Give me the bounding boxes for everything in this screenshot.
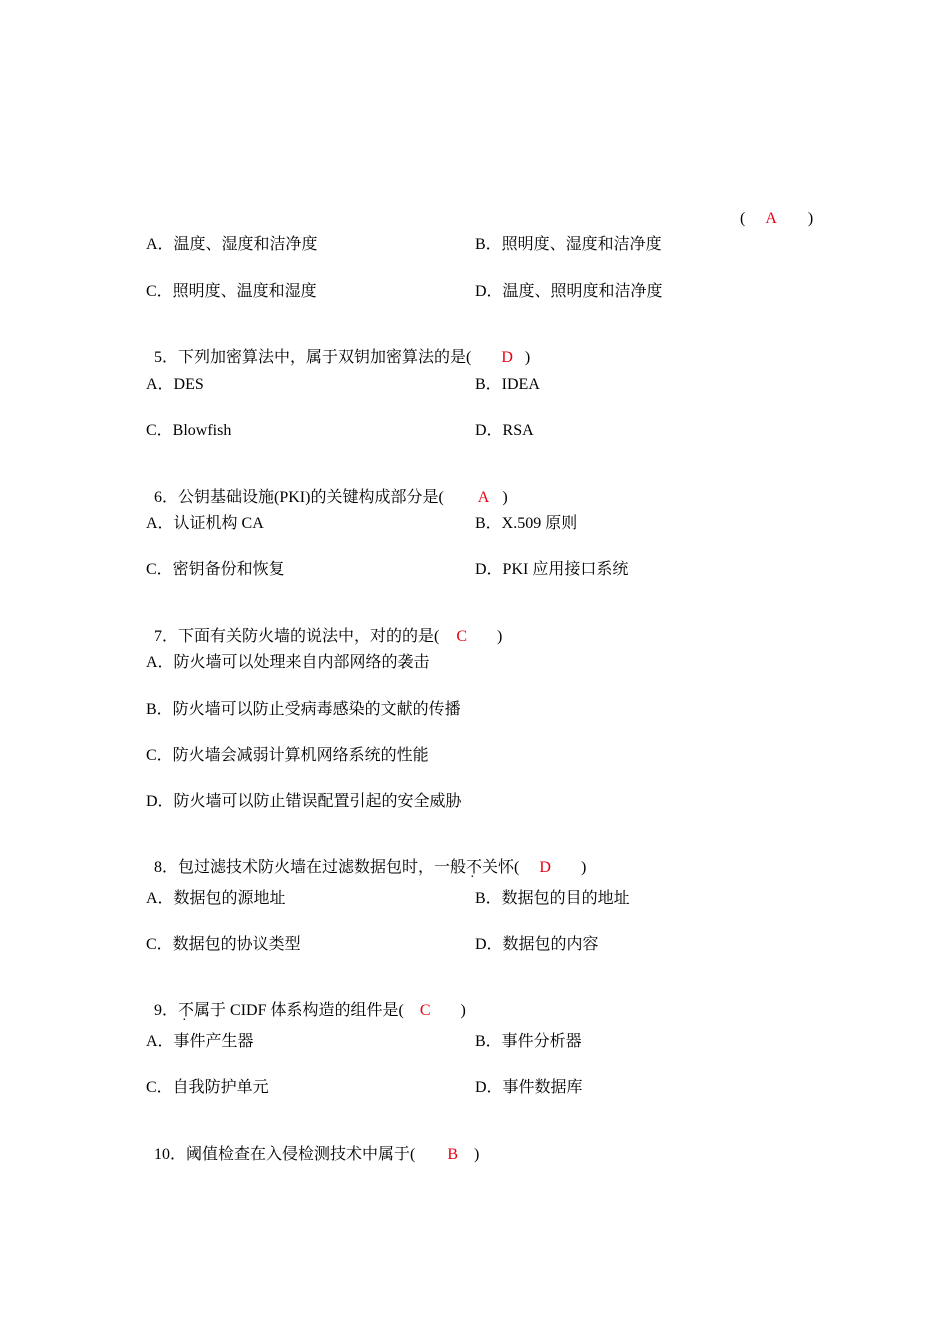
q5-option-d: D．RSA	[475, 422, 534, 439]
q8-close: )	[580, 859, 587, 876]
q9-question	[146, 981, 466, 1021]
q7-option-c: C．防火墙会减弱计算机网络系统的性能	[146, 747, 429, 764]
q5-option-b: B．IDEA	[475, 376, 540, 393]
q5-option-a: A．DES	[146, 376, 204, 393]
q10-question	[146, 1125, 479, 1165]
q6-stem: 6．公钥基础设施(PKI)的关键构成部分是(	[154, 489, 444, 506]
q9-option-b: B．事件分析器	[475, 1033, 582, 1050]
q8-stem-pre: 8．包过滤技术防火墙在过滤数据包时，一般	[154, 859, 467, 876]
q6-option-b: B．X.509 原则	[475, 515, 578, 532]
q8-option-c: C．数据包的协议类型	[146, 936, 301, 953]
q9-option-c: C．自我防护单元	[146, 1079, 269, 1096]
q5-close: )	[524, 349, 531, 366]
q5-option-c: C．Blowfish	[146, 422, 232, 439]
q4-close: )	[807, 210, 814, 227]
q9-stem-pre: 9．	[154, 1002, 179, 1019]
q4-option-a: A．温度、湿度和洁净度	[146, 236, 318, 253]
q8-option-d: D．数据包的内容	[475, 936, 599, 953]
q4-answer-bracket	[732, 189, 813, 229]
q8-option-a: A．数据包的源地址	[146, 890, 286, 907]
q7-option-a: A．防火墙可以处理来自内部网络的袭击	[146, 654, 430, 671]
q7-stem: 7．下面有关防火墙的说法中，对的的是(	[154, 628, 440, 645]
q5-question	[146, 328, 530, 368]
q10-close: )	[474, 1146, 480, 1163]
q6-option-c: C．密钥备份和恢复	[146, 561, 285, 578]
q9-option-a: A．事件产生器	[146, 1033, 254, 1050]
q6-answer: A	[477, 489, 490, 506]
q4-answer: A	[765, 210, 777, 227]
q6-option-d: D．PKI 应用接口系统	[475, 561, 629, 578]
q7-question	[146, 607, 502, 647]
q5-answer: D	[501, 349, 513, 366]
q6-close: )	[502, 489, 508, 506]
q10-stem: 10．阈值检查在入侵检测技术中属于(	[154, 1146, 416, 1163]
q5-stem: 5．下列加密算法中，属于双钥加密算法的是(	[154, 349, 472, 366]
q7-close: )	[497, 628, 503, 645]
q9-option-d: D．事件数据库	[475, 1079, 583, 1096]
q9-answer: C	[419, 1002, 431, 1019]
q8-answer: D	[539, 859, 551, 876]
q6-option-a: A．认证机构 CA	[146, 515, 264, 532]
q4-option-c: C．照明度、温度和湿度	[146, 283, 317, 300]
q8-question	[146, 838, 586, 878]
q8-stem-emphasis: 不	[466, 859, 483, 876]
q7-answer: C	[456, 628, 468, 645]
q9-close: )	[460, 1002, 466, 1019]
q10-answer: B	[447, 1146, 459, 1163]
q4-open: (	[740, 210, 746, 227]
q7-option-d: D．防火墙可以防止错误配置引起的安全威胁	[146, 793, 462, 810]
q4-option-d: D．温度、照明度和洁净度	[475, 283, 663, 300]
q6-question	[146, 468, 508, 508]
q9-stem-emphasis: 不	[178, 1002, 195, 1019]
q7-option-b: B．防火墙可以防止受病毒感染的文献的传播	[146, 701, 461, 718]
q9-stem-post: 属于 CIDF 体系构造的组件是(	[194, 1002, 404, 1019]
q8-option-b: B．数据包的目的地址	[475, 890, 630, 907]
q4-option-b: B．照明度、湿度和洁净度	[475, 236, 662, 253]
q8-stem-post: 关怀(	[482, 859, 520, 876]
